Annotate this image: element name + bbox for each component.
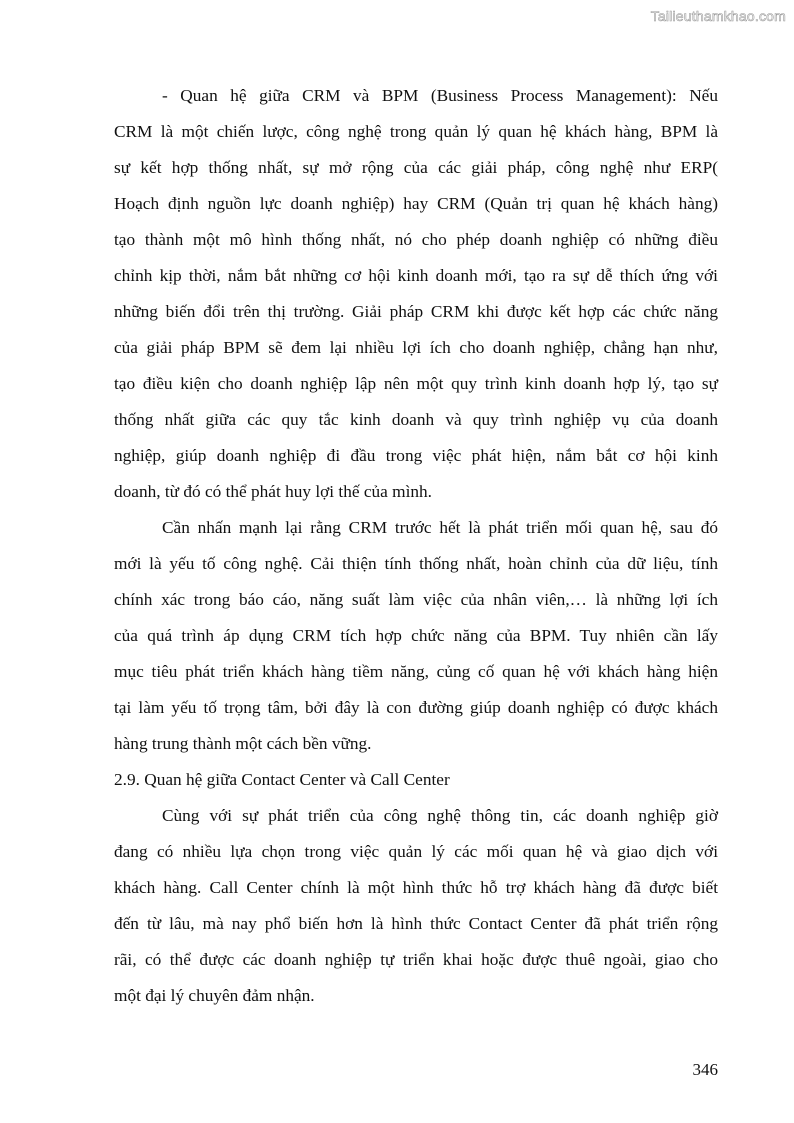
text-line: sự kết hợp thống nhất, sự mở rộng của các giải pháp, công nghệ như ERP( (114, 158, 718, 177)
text-line: CRM là một chiến lược, công nghệ trong quản lý quan hệ khách hàng, BPM là (114, 122, 718, 141)
text-line: chỉnh kịp thời, nắm bắt những cơ hội kinh doanh mới, tạo ra sự dễ thích ứng với (114, 266, 718, 285)
text-line: mới là yếu tố công nghệ. Cải thiện tính thống nhất, hoàn chỉnh của dữ liệu, tính (114, 554, 718, 573)
text-line: những biến đổi trên thị trường. Giải pháp CRM khi được kết hợp các chức năng (114, 302, 718, 321)
text-line: rãi, có thể được các doanh nghiệp tự triển khai hoặc được thuê ngoài, giao cho (114, 950, 718, 969)
body-text (114, 78, 718, 1014)
section-heading: 2.9. Quan hệ giữa Contact Center và Call Center (114, 770, 450, 789)
text-line: Hoạch định nguồn lực doanh nghiệp) hay CRM (Quản trị quan hệ khách hàng) (114, 194, 718, 213)
text-line: Cùng với sự phát triển của công nghệ thông tin, các doanh nghiệp giờ (162, 806, 718, 825)
text-line: đang có nhiều lựa chọn trong việc quản lý các mối quan hệ và giao dịch với (114, 842, 718, 861)
text-line: tại làm yếu tố trọng tâm, bởi đây là con đường giúp doanh nghiệp có được khách (114, 698, 718, 717)
text-line: - Quan hệ giữa CRM và BPM (Business Process Management): Nếu (162, 86, 718, 105)
text-line: nghiệp, giúp doanh nghiệp đi đầu trong việc phát hiện, nắm bắt cơ hội kinh (114, 446, 718, 465)
text-line: Cần nhấn mạnh lại rằng CRM trước hết là phát triển mối quan hệ, sau đó (162, 518, 718, 537)
text-line: thống nhất giữa các quy tắc kinh doanh và quy trình nghiệp vụ của doanh (114, 410, 718, 429)
text-line: doanh, từ đó có thể phát huy lợi thế của mình. (114, 482, 432, 501)
page-number: 346 (692, 1060, 718, 1079)
text-line: đến từ lâu, mà nay phổ biến hơn là hình thức Contact Center đã phát triển rộng (114, 914, 718, 933)
text-line: của quá trình áp dụng CRM tích hợp chức năng của BPM. Tuy nhiên cần lấy (114, 626, 718, 645)
text-line: tạo điều kiện cho doanh nghiệp lập nên một quy trình kinh doanh hợp lý, tạo sự (114, 374, 718, 393)
text-line: tạo thành một mô hình thống nhất, nó cho phép doanh nghiệp có những điều (114, 230, 718, 249)
text-line: của giải pháp BPM sẽ đem lại nhiều lợi ích cho doanh nghiệp, chẳng hạn như, (114, 338, 718, 357)
text-line: mục tiêu phát triển khách hàng tiềm năng, củng cố quan hệ với khách hàng hiện (114, 662, 718, 681)
watermark: Tailieuthamkhao.com (650, 8, 786, 24)
text-line: khách hàng. Call Center chính là một hình thức hỗ trợ khách hàng đã được biết (114, 878, 718, 897)
text-line: hàng trung thành một cách bền vững. (114, 734, 372, 753)
text-line: một đại lý chuyên đảm nhận. (114, 986, 315, 1005)
text-line: chính xác trong báo cáo, năng suất làm việc của nhân viên,… là những lợi ích (114, 590, 718, 609)
